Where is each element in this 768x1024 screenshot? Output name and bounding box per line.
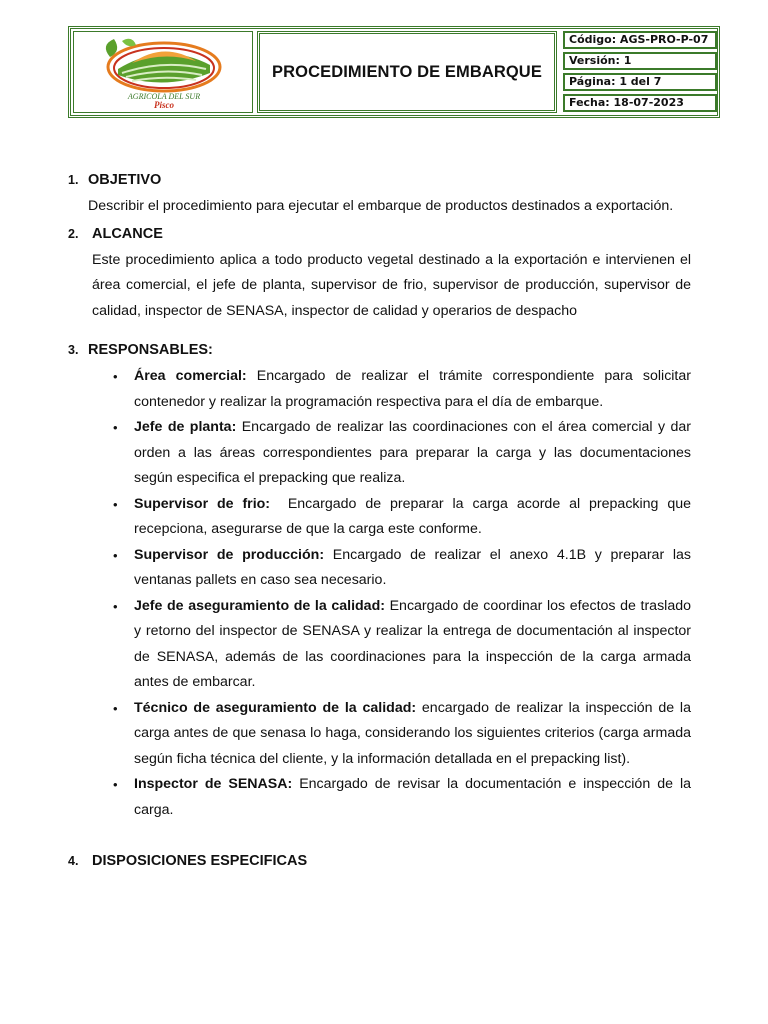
role-description: Encargado de realizar el trámite correspondiente para solicitar contenedor y realizar la programación respectiva para el día de embarque. xyxy=(134,368,691,410)
meta-version: Versión: 1 xyxy=(563,52,717,70)
logo-text-top: AGRICOLA DEL SUR xyxy=(127,92,201,101)
responsables-list xyxy=(68,364,695,823)
list-item xyxy=(68,594,691,696)
role-label: Técnico de aseguramiento de la calidad: xyxy=(134,699,417,716)
section-number: 2. xyxy=(68,226,79,241)
role-label: Jefe de aseguramiento de la calidad: xyxy=(134,597,385,614)
role-description: Encargado de realizar el anexo 4.1B y preparar las ventanas pallets en caso sea necesario. xyxy=(134,546,691,588)
document-body xyxy=(68,168,695,875)
document-header xyxy=(68,26,720,118)
bullet-icon: • xyxy=(113,700,118,716)
list-item xyxy=(68,415,691,492)
bullet-icon: • xyxy=(113,369,118,384)
list-item xyxy=(68,492,695,543)
list-item xyxy=(68,696,691,773)
section-title: OBJETIVO xyxy=(88,172,162,188)
section-title: RESPONSABLES: xyxy=(88,342,213,358)
list-item xyxy=(68,772,691,823)
meta-codigo: Código: AGS-PRO-P-07 xyxy=(563,31,717,49)
section-text-objetivo: Describir el procedimiento para ejecutar el embarque de productos destinados a exportación. xyxy=(88,198,674,214)
role-label: Supervisor de producción: xyxy=(134,546,325,563)
role-description: Encargado de revisar la documentación e inspección de la carga. xyxy=(134,776,691,818)
role-description: Encargado de realizar las coordinaciones con el área comercial y dar orden a las áreas correspondientes para preparar la carga y las documentaciones según especifica el prepacking que realiza. xyxy=(134,419,692,486)
role-label: Área comercial: xyxy=(134,368,247,384)
section-heading-disposiciones xyxy=(68,849,691,875)
role-label: Inspector de SENASA: xyxy=(134,776,293,792)
section-number: 3. xyxy=(68,343,79,357)
list-item xyxy=(68,364,691,415)
bullet-icon: • xyxy=(113,496,118,512)
bullet-icon: • xyxy=(113,598,118,614)
role-description: Encargado de coordinar los efectos de traslado y retorno del inspector de SENASA y realizar la entrega de documentación al inspector de SENASA, además de las coordinaciones para la inspección de la carga armada antes de embarcar. xyxy=(134,597,691,690)
list-item xyxy=(68,543,691,594)
role-description: Encargado de preparar la carga acorde al prepacking que recepciona, asegurarse de que la carga este conforme. xyxy=(134,495,695,537)
role-description: encargado de realizar la inspección de la carga antes de que senasa lo haga, considerando los siguientes criterios (carga armada según ficha técnica del cliente, y la información detallada en el prepacking list). xyxy=(134,699,691,767)
logo-cell xyxy=(73,31,253,113)
section-heading-responsables xyxy=(68,338,691,364)
section-number: 4. xyxy=(68,854,79,868)
bullet-icon: • xyxy=(113,420,118,435)
section-heading-objetivo xyxy=(68,168,691,194)
role-label: Supervisor de frio: xyxy=(134,495,271,512)
document-meta xyxy=(563,31,717,113)
section-heading-alcance xyxy=(68,222,691,248)
section-text-alcance: Este procedimiento aplica a todo producto vegetal destinado a la exportación e intervienen el área comercial, el jefe de planta, supervisor de frio, supervisor de producción, supervisor de calidad, inspector de SENASA, inspector de calidad y operarios de despacho xyxy=(92,251,691,319)
title-cell xyxy=(257,31,557,113)
section-title: DISPOSICIONES ESPECIFICAS xyxy=(92,853,308,869)
document-title: PROCEDIMIENTO DE EMBARQUE xyxy=(272,62,542,81)
logo-text-bottom: Pisco xyxy=(154,100,174,110)
agricola-del-sur-logo xyxy=(92,35,236,111)
section-title: ALCANCE xyxy=(92,225,163,242)
bullet-icon: • xyxy=(113,547,118,563)
bullet-icon: • xyxy=(113,777,118,792)
section-number: 1. xyxy=(68,173,79,187)
role-label: Jefe de planta: xyxy=(134,419,237,435)
meta-fecha: Fecha: 18-07-2023 xyxy=(563,94,717,112)
meta-pagina: Página: 1 del 7 xyxy=(563,73,717,91)
